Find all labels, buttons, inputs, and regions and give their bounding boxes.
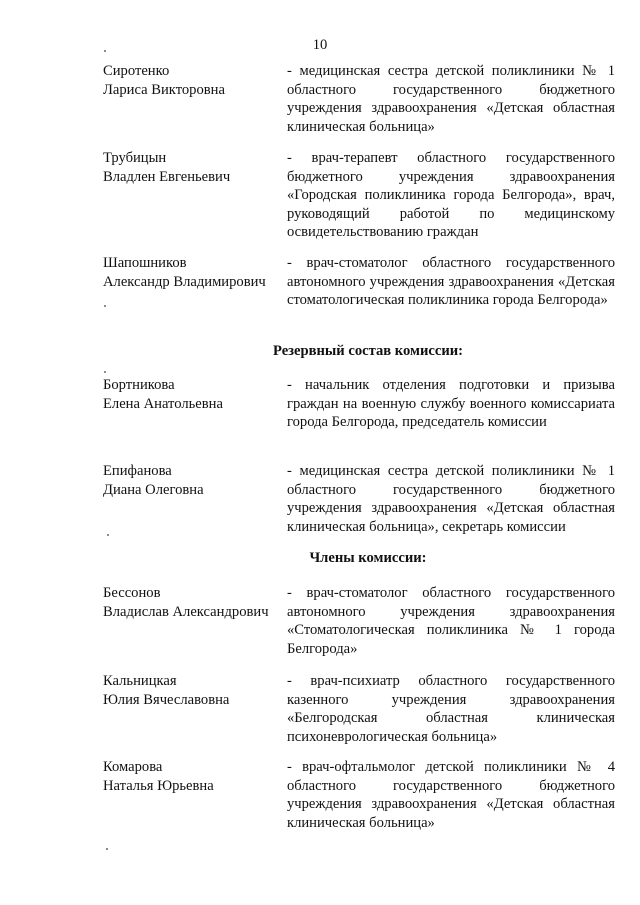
list-item xyxy=(103,584,618,658)
person-surname: Епифанова xyxy=(103,463,172,479)
person-name xyxy=(103,254,287,310)
person-given-name: Юлия Вячеславовна xyxy=(103,691,230,708)
person-given-name: Наталья Юрьевна xyxy=(103,777,214,794)
person-given-name: Лариса Викторовна xyxy=(103,81,225,98)
person-surname: Бортникова xyxy=(103,377,175,393)
person-name xyxy=(103,149,287,242)
person-given-name: Владислав Александрович xyxy=(103,603,269,620)
person-surname: Бессонов xyxy=(103,585,161,601)
list-item xyxy=(103,149,618,242)
person-name xyxy=(103,376,287,432)
person-role: - врач-стоматолог областного государственного автономного учреждения здравоохранения «Детская стоматологическая поликлиника города Белгорода» xyxy=(287,255,615,309)
person-role: - начальник отделения подготовки и призыва граждан на военную службу военного комиссариата города Белгорода, председатель комиссии xyxy=(287,377,615,431)
person-name xyxy=(103,672,287,746)
list-item xyxy=(103,376,618,432)
person-name xyxy=(103,62,287,136)
person-role: - врач-терапевт областного государственного бюджетного учреждения здравоохранения «Городская поликлиника города Белгорода», врач, руководящий работой по медицинскому освидетельствованию граждан xyxy=(287,150,615,241)
list-item xyxy=(103,254,618,310)
person-given-name: Владлен Евгеньевич xyxy=(103,168,231,185)
scan-speck xyxy=(104,305,106,307)
person-name xyxy=(103,758,287,832)
person-surname: Комарова xyxy=(103,759,163,775)
list-item xyxy=(103,62,618,136)
person-name xyxy=(103,584,287,658)
page-number: 10 xyxy=(312,37,328,53)
person-given-name: Александр Владимирович xyxy=(103,273,266,290)
person-role: - медицинская сестра детской поликлиники № 1 областного государственного бюджетного учреждения здравоохранения «Детская областная клиническая больница» xyxy=(287,63,615,135)
person-role: - врач-офтальмолог детской поликлиники № 4 областного государственного бюджетного учреждения здравоохранения «Детская областная клиническая больница» xyxy=(287,759,615,831)
person-name xyxy=(103,462,287,536)
person-role: - врач-стоматолог областного государственного автономного учреждения здравоохранения «Стоматологическая поликлиника № 1 города Белгорода» xyxy=(287,585,615,657)
scan-speck xyxy=(107,534,109,536)
person-given-name: Диана Олеговна xyxy=(103,481,204,498)
person-surname: Кальницкая xyxy=(103,673,177,689)
list-item xyxy=(103,672,618,746)
person-given-name: Елена Анатольевна xyxy=(103,395,223,412)
person-surname: Сиротенко xyxy=(103,63,170,79)
person-surname: Шапошников xyxy=(103,255,187,271)
person-role: - медицинская сестра детской поликлиники № 1 областного государственного бюджетного учреждения здравоохранения «Детская областная клиническая больница», секретарь комиссии xyxy=(287,463,615,535)
list-item xyxy=(103,462,618,536)
section-heading-members: Члены комиссии: xyxy=(309,550,427,566)
person-role: - врач-психиатр областного государственного казенного учреждения здравоохранения «Белгородская областная клиническая психоневрологическая больница» xyxy=(287,673,615,745)
person-surname: Трубицын xyxy=(103,150,167,166)
scan-speck xyxy=(104,50,106,52)
scan-speck xyxy=(106,848,108,850)
scan-speck xyxy=(104,371,106,373)
list-item xyxy=(103,758,618,832)
section-heading-reserve: Резервный состав комиссии: xyxy=(272,343,464,359)
